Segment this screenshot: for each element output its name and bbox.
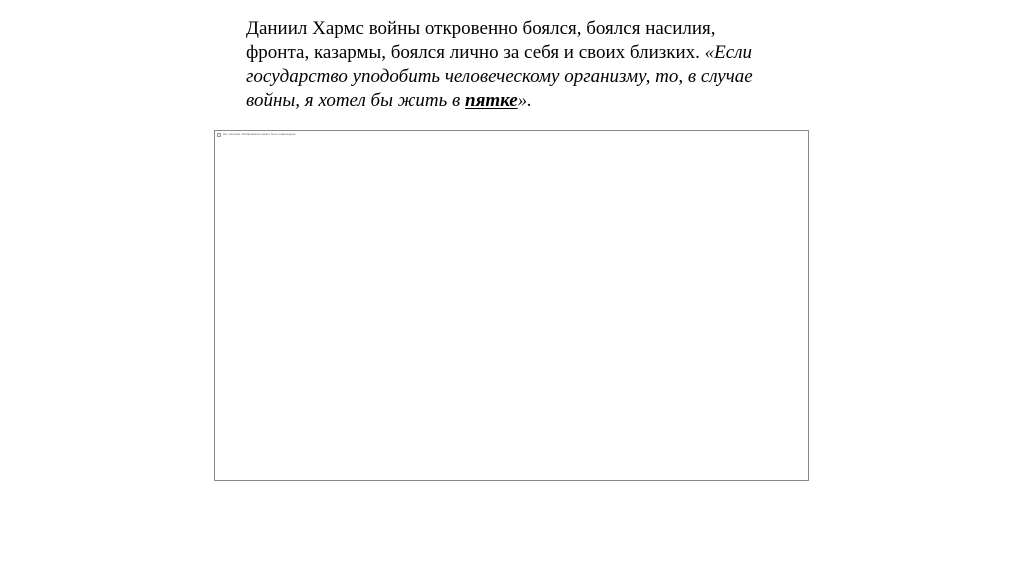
broken-image-icon <box>217 133 221 137</box>
image-placeholder-frame <box>214 130 809 481</box>
quote-line-2-italic: «Если <box>704 42 752 63</box>
quote-line-3 <box>246 65 806 89</box>
quote-text <box>246 17 806 113</box>
image-alt-text: Нет рисунка. Изображение может быть повреждено. <box>223 132 297 136</box>
quote-line-4-before: войны, я хотел бы жить в <box>246 90 466 111</box>
quote-line-3-italic: государство уподобить человеческому организму, то, в случае <box>246 66 753 87</box>
quote-line-2-plain: фронта, казармы, боялся лично за себя и своих близких. <box>246 42 705 63</box>
quote-line-4 <box>246 89 806 113</box>
quote-line-4-italic <box>246 90 532 111</box>
quote-line-2 <box>246 41 806 65</box>
quote-line-4-after: ». <box>517 90 532 111</box>
quote-line-1: Даниил Хармс войны откровенно боялся, боялся насилия, <box>246 18 716 39</box>
quote-emphasis-word: пятке <box>465 90 518 111</box>
